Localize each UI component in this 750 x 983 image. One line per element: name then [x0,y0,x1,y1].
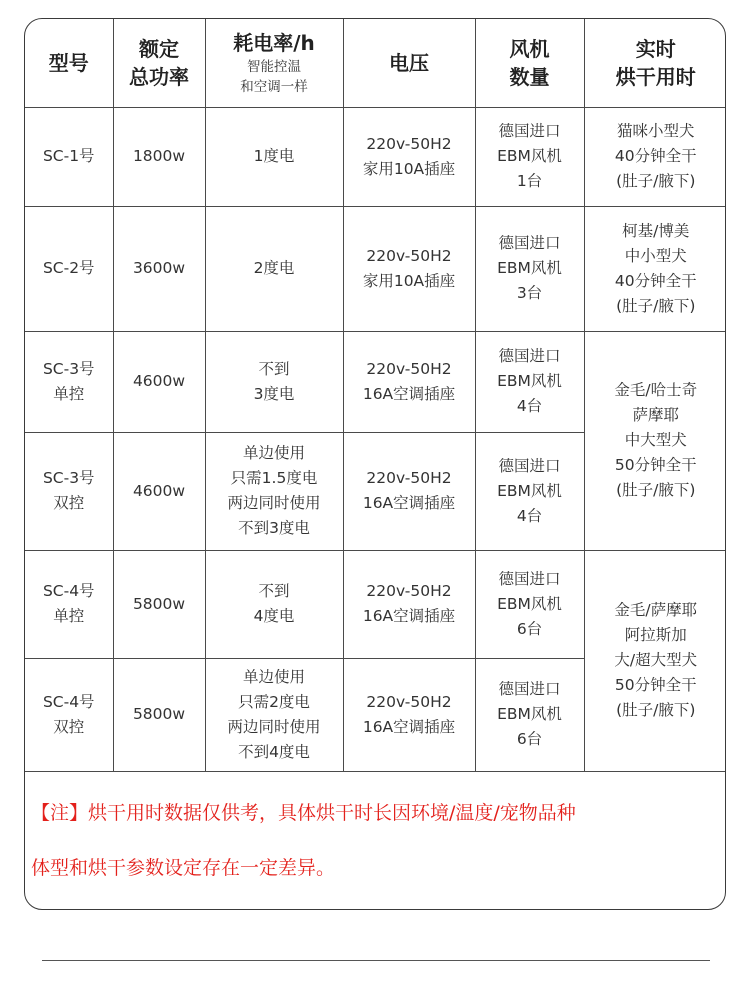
footnote [25,771,726,910]
header-row [25,19,726,107]
model-cell: SC-2号 [25,206,113,331]
fan-cell: 德国进口 EBM风机 1台 [475,107,584,206]
footnote-line-2: 体型和烘干参数设定存在一定差异。 [31,857,336,879]
consumption-cell: 2度电 [205,206,343,331]
drying-time-cell: 金毛/萨摩耶 阿拉斯加 大/超大型犬 50分钟全干 (肚子/腋下) [584,550,726,771]
bottom-divider [42,960,710,961]
header-power: 额定 总功率 [113,19,205,107]
power-cell: 4600w [113,331,205,432]
table-row [25,107,726,206]
model-cell: SC-3号 双控 [25,432,113,550]
spec-card [24,18,726,910]
model-cell: SC-4号 单控 [25,550,113,658]
consumption-cell: 不到 4度电 [205,550,343,658]
voltage-cell: 220v-50H2 16A空调插座 [343,658,475,771]
voltage-cell: 220v-50H2 家用10A插座 [343,206,475,331]
header-fan: 风机 数量 [475,19,584,107]
table-row [25,550,726,658]
consumption-cell: 不到 3度电 [205,331,343,432]
fan-cell: 德国进口 EBM风机 4台 [475,331,584,432]
consumption-cell: 单边使用 只需2度电 两边同时使用 不到4度电 [205,658,343,771]
voltage-cell: 220v-50H2 家用10A插座 [343,107,475,206]
header-model: 型号 [25,19,113,107]
power-cell: 5800w [113,658,205,771]
model-cell: SC-3号 单控 [25,331,113,432]
voltage-cell: 220v-50H2 16A空调插座 [343,550,475,658]
fan-cell: 德国进口 EBM风机 6台 [475,658,584,771]
model-cell: SC-4号 双控 [25,658,113,771]
power-cell: 5800w [113,550,205,658]
power-cell: 4600w [113,432,205,550]
drying-time-cell: 猫咪小型犬 40分钟全干 (肚子/腋下) [584,107,726,206]
drying-time-cell: 金毛/哈士奇 萨摩耶 中大型犬 50分钟全干 (肚子/腋下) [584,331,726,550]
voltage-cell: 220v-50H2 16A空调插座 [343,331,475,432]
consumption-cell: 1度电 [205,107,343,206]
model-cell: SC-1号 [25,107,113,206]
fan-cell: 德国进口 EBM风机 4台 [475,432,584,550]
header-voltage: 电压 [343,19,475,107]
spec-table [25,19,726,772]
consumption-cell: 单边使用 只需1.5度电 两边同时使用 不到3度电 [205,432,343,550]
drying-time-cell: 柯基/博美 中小型犬 40分钟全干 (肚子/腋下) [584,206,726,331]
power-cell: 3600w [113,206,205,331]
fan-cell: 德国进口 EBM风机 3台 [475,206,584,331]
fan-cell: 德国进口 EBM风机 6台 [475,550,584,658]
table-row [25,331,726,432]
footnote-line-1: 【注】烘干用时数据仅供考，具体烘干时长因环境/温度/宠物品种 [31,802,576,824]
power-cell: 1800w [113,107,205,206]
header-drying-time: 实时 烘干用时 [584,19,726,107]
table-row [25,206,726,331]
header-consumption: 耗电率/h 智能控温 和空调一样 [205,19,343,107]
voltage-cell: 220v-50H2 16A空调插座 [343,432,475,550]
